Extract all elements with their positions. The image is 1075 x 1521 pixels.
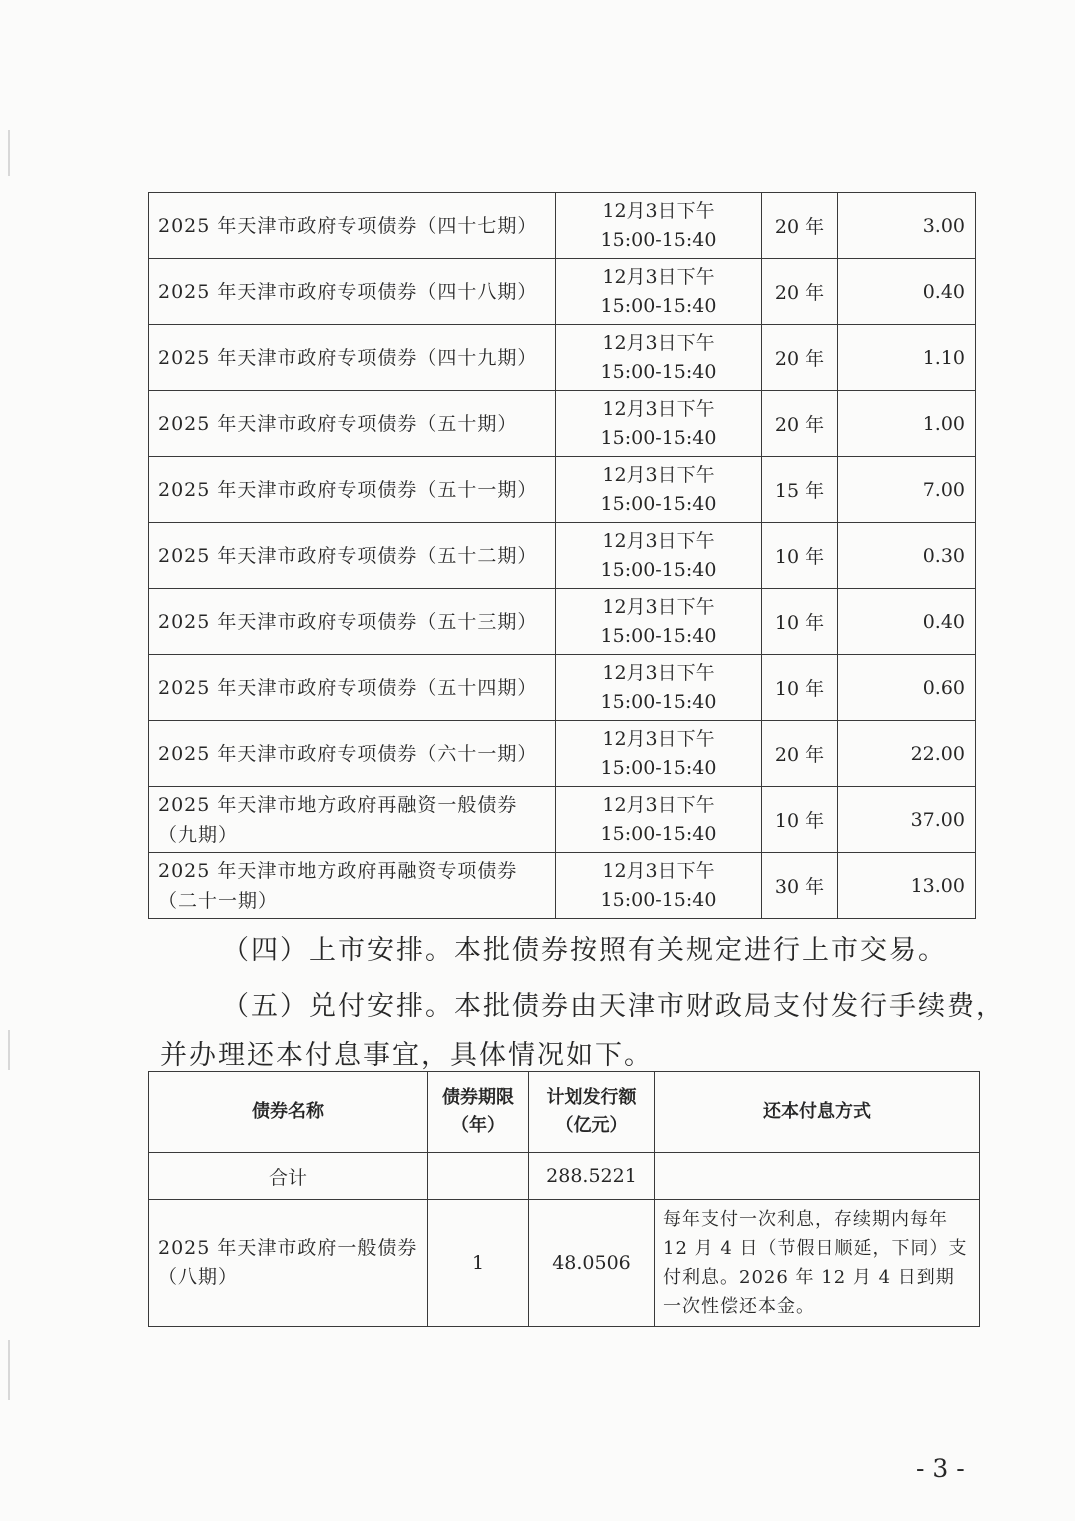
bond-name-cell: 2025 年天津市政府专项债券（五十三期） <box>149 589 556 655</box>
bidding-hours: 15:00-15:40 <box>600 294 717 317</box>
planned-amount-cell: 48.0506 <box>529 1200 655 1327</box>
bidding-hours: 15:00-15:40 <box>600 360 717 383</box>
bidding-time-cell <box>556 391 762 457</box>
bidding-hours: 15:00-15:40 <box>600 228 717 251</box>
bidding-time-cell <box>556 325 762 391</box>
bidding-time-cell <box>556 457 762 523</box>
payment-arrangement-paragraph: （五）兑付安排。本批债券由天津市财政局支付发行手续费， <box>222 991 1005 1022</box>
table-row <box>149 391 976 457</box>
scan-edge-mark <box>8 1030 10 1070</box>
bidding-hours: 15:00-15:40 <box>600 690 717 713</box>
issue-amount-cell: 22.00 <box>838 721 976 787</box>
table-row <box>149 325 976 391</box>
issue-amount-cell: 1.10 <box>838 325 976 391</box>
bond-name-cell: 2025 年天津市地方政府再融资一般债券（九期） <box>149 787 556 853</box>
header-bond-term <box>428 1072 529 1153</box>
scan-edge-mark <box>8 1340 10 1400</box>
bond-name-cell: 2025 年天津市政府专项债券（五十四期） <box>149 655 556 721</box>
header-planned-amount-label: 计划发行额 <box>546 1087 637 1108</box>
table-row <box>149 589 976 655</box>
bidding-date: 12月3日下午 <box>602 661 715 684</box>
bond-term-cell: 1 <box>428 1200 529 1327</box>
bond-term-cell: 20 年 <box>762 193 838 259</box>
total-method-cell <box>655 1153 980 1200</box>
bond-name-cell: 2025 年天津市政府专项债券（四十七期） <box>149 193 556 259</box>
bond-term-cell: 20 年 <box>762 721 838 787</box>
table-row <box>149 193 976 259</box>
bidding-date: 12月3日下午 <box>602 595 715 618</box>
total-term-cell <box>428 1153 529 1200</box>
bidding-time-cell <box>556 655 762 721</box>
bond-term-cell: 20 年 <box>762 325 838 391</box>
bond-term-cell: 10 年 <box>762 589 838 655</box>
bond-term-cell: 10 年 <box>762 655 838 721</box>
table-row <box>149 787 976 853</box>
bidding-date: 12月3日下午 <box>602 331 715 354</box>
bidding-date: 12月3日下午 <box>602 199 715 222</box>
header-bond-term-unit: （年） <box>451 1115 505 1136</box>
table-row <box>149 655 976 721</box>
listing-arrangement-paragraph: （四）上市安排。本批债券按照有关规定进行上市交易。 <box>222 935 947 966</box>
header-repayment-method: 还本付息方式 <box>655 1072 980 1153</box>
bidding-date: 12月3日下午 <box>602 859 715 882</box>
issue-amount-cell: 13.00 <box>838 853 976 919</box>
bidding-time-cell <box>556 589 762 655</box>
bond-name-cell: 2025 年天津市政府专项债券（五十二期） <box>149 523 556 589</box>
scan-edge-mark <box>8 130 10 176</box>
issue-amount-cell: 0.40 <box>838 589 976 655</box>
header-planned-amount <box>529 1072 655 1153</box>
bond-name-cell: 2025 年天津市地方政府再融资专项债券（二十一期） <box>149 853 556 919</box>
table-row <box>149 457 976 523</box>
bidding-hours: 15:00-15:40 <box>600 492 717 515</box>
bidding-hours: 15:00-15:40 <box>600 888 717 911</box>
bond-term-cell: 30 年 <box>762 853 838 919</box>
bidding-hours: 15:00-15:40 <box>600 558 717 581</box>
bond-name-cell: 2025 年天津市政府专项债券（六十一期） <box>149 721 556 787</box>
issue-amount-cell: 0.60 <box>838 655 976 721</box>
header-planned-amount-unit: （亿元） <box>555 1115 628 1136</box>
bond-name-cell: 2025 年天津市政府专项债券（五十期） <box>149 391 556 457</box>
table-row <box>149 259 976 325</box>
bidding-time-cell <box>556 853 762 919</box>
bidding-time-cell <box>556 721 762 787</box>
issuance-schedule-table <box>148 192 976 919</box>
bond-term-cell: 20 年 <box>762 391 838 457</box>
bond-term-cell: 15 年 <box>762 457 838 523</box>
bond-term-cell: 10 年 <box>762 787 838 853</box>
total-label-cell: 合计 <box>149 1153 428 1200</box>
bidding-date: 12月3日下午 <box>602 529 715 552</box>
bidding-time-cell <box>556 787 762 853</box>
bidding-date: 12月3日下午 <box>602 397 715 420</box>
bidding-date: 12月3日下午 <box>602 727 715 750</box>
table-header-row <box>149 1072 980 1153</box>
issue-amount-cell: 37.00 <box>838 787 976 853</box>
bond-term-cell: 20 年 <box>762 259 838 325</box>
bidding-hours: 15:00-15:40 <box>600 756 717 779</box>
bidding-time-cell <box>556 523 762 589</box>
table-row <box>149 523 976 589</box>
total-amount-cell: 288.5221 <box>529 1153 655 1200</box>
bidding-hours: 15:00-15:40 <box>600 822 717 845</box>
header-bond-name: 债券名称 <box>149 1072 428 1153</box>
payment-arrangement-paragraph-continued: 并办理还本付息事宜，具体情况如下。 <box>160 1040 653 1071</box>
bidding-time-cell <box>556 193 762 259</box>
issue-amount-cell: 0.30 <box>838 523 976 589</box>
total-row <box>149 1153 980 1200</box>
bond-name-cell: 2025 年天津市政府专项债券（五十一期） <box>149 457 556 523</box>
issue-amount-cell: 3.00 <box>838 193 976 259</box>
issue-amount-cell: 1.00 <box>838 391 976 457</box>
header-bond-term-label: 债券期限 <box>442 1087 514 1108</box>
table-row <box>149 853 976 919</box>
repayment-method-cell: 每年支付一次利息，存续期内每年12 月 4 日（节假日顺延，下同）支付利息。2026 年 12 月 4 日到期一次性偿还本金。 <box>655 1200 980 1327</box>
bidding-date: 12月3日下午 <box>602 463 715 486</box>
bond-term-cell: 10 年 <box>762 523 838 589</box>
table-row <box>149 1200 980 1327</box>
bidding-hours: 15:00-15:40 <box>600 624 717 647</box>
bidding-time-cell <box>556 259 762 325</box>
table-row <box>149 721 976 787</box>
page-number: - 3 - <box>916 1454 965 1483</box>
issue-amount-cell: 0.40 <box>838 259 976 325</box>
bond-name-cell: 2025 年天津市政府专项债券（四十八期） <box>149 259 556 325</box>
bond-name-cell: 2025 年天津市政府一般债券（八期） <box>149 1200 428 1327</box>
bidding-hours: 15:00-15:40 <box>600 426 717 449</box>
bidding-date: 12月3日下午 <box>602 265 715 288</box>
repayment-table <box>148 1071 980 1327</box>
bond-name-cell: 2025 年天津市政府专项债券（四十九期） <box>149 325 556 391</box>
issue-amount-cell: 7.00 <box>838 457 976 523</box>
bidding-date: 12月3日下午 <box>602 793 715 816</box>
